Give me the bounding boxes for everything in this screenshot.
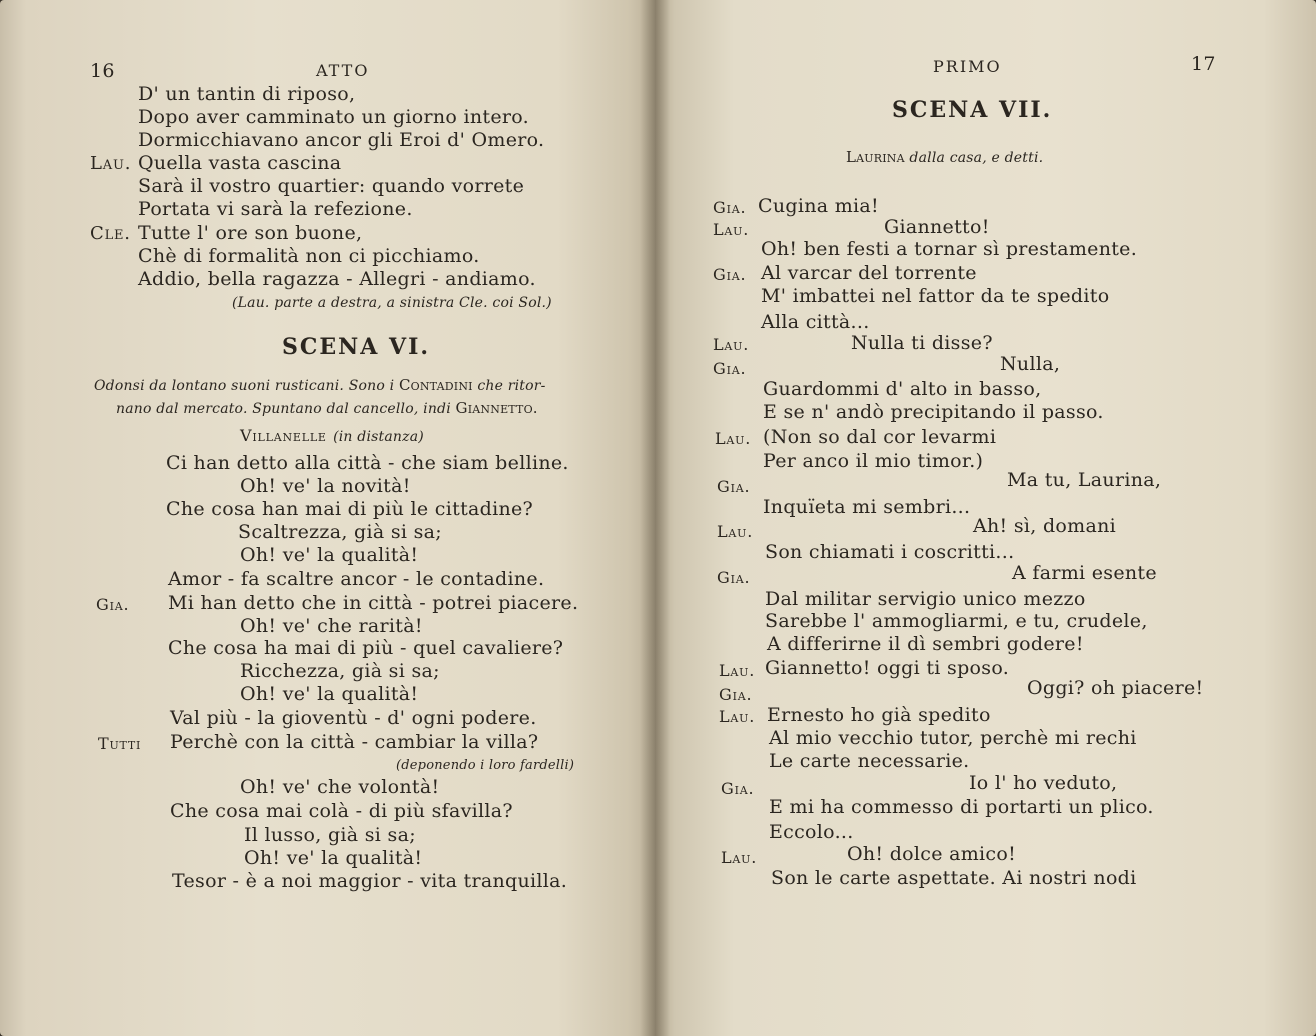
speaker-label: Lau. [719, 661, 756, 680]
speaker-label: Lau. [713, 220, 750, 239]
verse-line: D' un tantin di riposo, [138, 83, 356, 105]
verse-line: Le carte necessarie. [769, 750, 970, 772]
song-line: Tesor - è a noi maggior - vita tranquilla. [172, 870, 568, 892]
speaker-label: Lau. [715, 429, 752, 448]
song-line: Oh! ve' che rarità! [240, 615, 423, 637]
verse-line: Giannetto! [884, 216, 990, 238]
speaker-label: Lau. [717, 522, 754, 541]
verse-line: Eccolo... [769, 821, 854, 843]
verse-line: Tutte l' ore son buone, [138, 222, 363, 244]
running-head: ATTO [316, 61, 370, 80]
chorus-heading: Villanelle (in distanza) [240, 426, 424, 445]
verse-line: Giannetto! oggi ti sposo. [765, 657, 1010, 679]
scene-description: Laurina dalla casa, e detti. [846, 148, 1044, 166]
verse-line: Oh! ben festi a tornar sì prestamente. [761, 238, 1138, 260]
verse-line: Al varcar del torrente [761, 262, 977, 284]
verse-line: Guardommi d' alto in basso, [763, 378, 1042, 400]
verse-line: Oggi? oh piacere! [1027, 677, 1204, 699]
verse-line: Per anco il mio timor.) [763, 450, 984, 472]
speaker-label: Lau. [721, 848, 758, 867]
verse-line: Nulla ti disse? [851, 332, 993, 354]
stage-direction: (deponendo i loro fardelli) [396, 758, 575, 773]
speaker-label: Gia. [717, 477, 751, 496]
song-line: Scaltrezza, già si sa; [238, 521, 443, 543]
speaker-label: Lau. [90, 153, 132, 174]
verse-line: Ma tu, Laurina, [1007, 469, 1162, 491]
verse-line: Dopo aver camminato un giorno intero. [138, 106, 530, 128]
verse-line: Oh! dolce amico! [847, 843, 1017, 865]
verse-line: Alla città... [761, 311, 870, 333]
verse-line: A farmi esente [1012, 562, 1157, 584]
speaker-label: Lau. [719, 707, 756, 726]
right-page [655, 0, 1316, 1036]
verse-line: M' imbattei nel fattor da te spedito [761, 285, 1110, 307]
verse-line: Al mio vecchio tutor, perchè mi rechi [769, 727, 1137, 749]
speaker-label: Gia. [713, 359, 747, 378]
scene-description: Odonsi da lontano suoni rusticani. Sono i Contadini che ritor- [94, 376, 546, 394]
page-number: 17 [1191, 53, 1216, 75]
verse-line: (Non so dal cor levarmi [763, 426, 997, 448]
verse-line: Son le carte aspettate. Ai nostri nodi [771, 867, 1137, 889]
song-line: Che cosa mai colà - di più sfavilla? [170, 800, 513, 822]
verse-line: Dal militar servigio unico mezzo [765, 588, 1086, 610]
verse-line: A differirne il dì sembri godere! [767, 633, 1084, 655]
speaker-label: Tutti [98, 734, 142, 753]
stage-direction: (Lau. parte a destra, a sinistra Cle. coi Sol.) [232, 295, 552, 311]
speaker-label: Gia. [719, 685, 753, 704]
speaker-label: Gia. [721, 779, 755, 798]
song-line: Oh! ve' che volontà! [240, 776, 440, 798]
speaker-label: Gia. [96, 595, 130, 614]
verse-line: Ernesto ho già spedito [767, 704, 991, 726]
song-line: Amor - fa scaltre ancor - le contadine. [168, 568, 545, 590]
scene-description: nano dal mercato. Spuntano dal cancello, indi Giannetto. [116, 399, 538, 417]
verse-line: Portata vi sarà la refezione. [138, 198, 413, 220]
song-line: Val più - la gioventù - d' ogni podere. [170, 707, 537, 729]
verse-line: Sarà il vostro quartier: quando vorrete [138, 175, 525, 197]
song-line: Oh! ve' la qualità! [244, 847, 423, 869]
verse-line: Addio, bella ragazza - Allegri - andiamo. [138, 268, 536, 290]
song-line: Oh! ve' la novità! [240, 475, 411, 497]
verse-line: Io l' ho veduto, [969, 772, 1118, 794]
verse-line: Quella vasta cascina [138, 152, 342, 174]
speaker-label: Cle. [90, 223, 131, 244]
verse-line: Chè di formalità non ci picchiamo. [138, 245, 480, 267]
left-page [0, 0, 655, 1036]
speaker-label: Gia. [713, 198, 747, 217]
book-gutter [640, 0, 670, 1036]
verse-line: E mi ha commesso di portarti un plico. [769, 796, 1154, 818]
verse-line: Inquïeta mi sembri... [763, 496, 971, 518]
verse-line: E se n' andò precipitando il passo. [763, 401, 1104, 423]
song-line: Oh! ve' la qualità! [240, 544, 419, 566]
verse-line: Nulla, [1000, 353, 1061, 375]
scene-title: SCENA VII. [892, 97, 1053, 123]
scene-title: SCENA VI. [282, 334, 431, 360]
song-line: Che cosa han mai di più le cittadine? [166, 498, 534, 520]
speaker-label: Gia. [713, 265, 747, 284]
verse-line: Dormicchiavano ancor gli Eroi d' Omero. [138, 129, 545, 151]
song-line: Che cosa ha mai di più - quel cavaliere? [168, 637, 564, 659]
verse-line: Cugina mia! [758, 195, 879, 217]
running-head: PRIMO [933, 57, 1002, 76]
verse-line: Ah! sì, domani [973, 515, 1116, 537]
song-line: Perchè con la città - cambiar la villa? [170, 731, 539, 753]
speaker-label: Lau. [713, 335, 750, 354]
song-line: Il lusso, già si sa; [244, 824, 416, 846]
page-number: 16 [90, 60, 115, 82]
song-line: Ricchezza, già si sa; [240, 660, 440, 682]
verse-line: Son chiamati i coscritti... [765, 541, 1015, 563]
song-line: Ci han detto alla città - che siam belline. [166, 452, 569, 474]
song-line: Mi han detto che in città - potrei piacere. [168, 592, 579, 614]
song-line: Oh! ve' la qualità! [240, 683, 419, 705]
verse-line: Sarebbe l' ammogliarmi, e tu, crudele, [765, 610, 1148, 632]
speaker-label: Gia. [717, 568, 751, 587]
